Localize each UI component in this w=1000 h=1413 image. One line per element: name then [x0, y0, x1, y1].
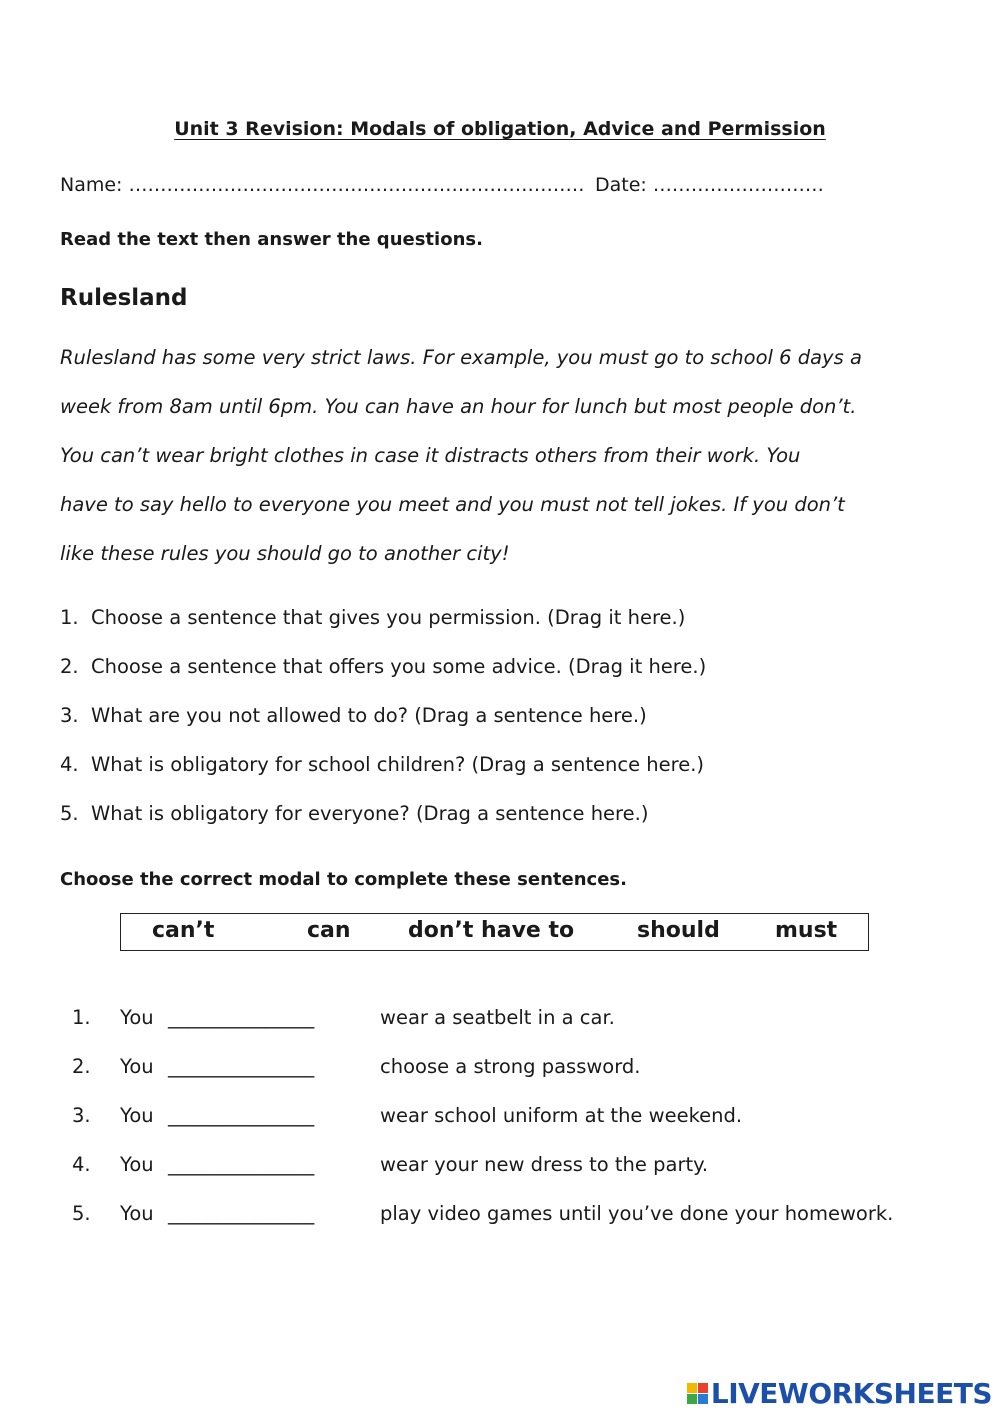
logo-square [698, 1383, 708, 1393]
question-text: Choose a sentence that gives you permission. (Drag it here.) [91, 606, 686, 629]
sentence-number: 1. [72, 1006, 91, 1029]
answer-blank[interactable]: _______________ [168, 1202, 315, 1225]
word-option[interactable]: don’t have to [408, 918, 575, 943]
word-bank [120, 913, 869, 951]
sentence-rest: choose a strong password. [380, 1055, 641, 1078]
question-item[interactable] [60, 792, 940, 841]
logo-square [698, 1394, 708, 1404]
reading-passage [60, 333, 950, 578]
question-number: 1. [60, 606, 79, 629]
sentence-rest: wear a seatbelt in a car. [380, 1006, 615, 1029]
modal-instruction: Choose the correct modal to complete these sentences. [60, 869, 627, 890]
sentence-item [72, 1045, 972, 1094]
word-option[interactable]: can’t [152, 918, 215, 943]
question-text: What is obligatory for everyone? (Drag a sentence here.) [91, 802, 649, 825]
logo-square [687, 1383, 697, 1393]
liveworksheets-logo[interactable] [687, 1377, 992, 1410]
question-number: 5. [60, 802, 79, 825]
passage-line: Rulesland has some very strict laws. For example, you must go to school 6 days a [60, 346, 862, 369]
passage-line: You can’t wear bright clothes in case it distracts others from their work. You [60, 444, 801, 467]
sentence-subject: You [120, 1202, 154, 1225]
sentence-item [72, 1143, 972, 1192]
word-option[interactable]: should [637, 918, 720, 943]
liveworksheets-icon [687, 1383, 708, 1404]
question-text: Choose a sentence that offers you some advice. (Drag it here.) [91, 655, 707, 678]
sentence-rest: wear your new dress to the party. [380, 1153, 709, 1176]
sentence-subject: You [120, 1153, 154, 1176]
sentence-item [72, 1094, 972, 1143]
logo-text: LIVEWORKSHEETS [710, 1377, 992, 1410]
passage-title: Rulesland [60, 285, 188, 311]
answer-blank[interactable]: _______________ [168, 1153, 315, 1176]
question-number: 4. [60, 753, 79, 776]
sentence-subject: You [120, 1104, 154, 1127]
sentence-subject: You [120, 1055, 154, 1078]
answer-blank[interactable]: _______________ [168, 1006, 315, 1029]
sentence-number: 4. [72, 1153, 91, 1176]
sentence-rest: wear school uniform at the weekend. [380, 1104, 743, 1127]
sentence-subject: You [120, 1006, 154, 1029]
worksheet-title: Unit 3 Revision: Modals of obligation, Advice and Permission [174, 118, 826, 140]
logo-square [687, 1394, 697, 1404]
question-item[interactable] [60, 645, 940, 694]
word-option[interactable]: can [307, 918, 351, 943]
sentence-rest: play video games until you’ve done your homework. [380, 1202, 894, 1225]
sentence-number: 2. [72, 1055, 91, 1078]
passage-line: have to say hello to everyone you meet and you must not tell jokes. If you don’t [60, 493, 845, 516]
question-list [60, 596, 940, 841]
date-field[interactable]: Date: ……………………… [595, 174, 824, 196]
sentence-item [72, 1192, 972, 1241]
question-number: 2. [60, 655, 79, 678]
passage-line: week from 8am until 6pm. You can have an hour for lunch but most people don’t. [60, 395, 857, 418]
name-field[interactable]: Name: ……………………………………………………………… [60, 174, 585, 196]
question-text: What are you not allowed to do? (Drag a sentence here.) [91, 704, 647, 727]
sentence-list [72, 996, 972, 1241]
question-item[interactable] [60, 694, 940, 743]
sentence-number: 3. [72, 1104, 91, 1127]
question-item[interactable] [60, 743, 940, 792]
passage-line: like these rules you should go to another city! [60, 542, 510, 565]
sentence-number: 5. [72, 1202, 91, 1225]
answer-blank[interactable]: _______________ [168, 1104, 315, 1127]
reading-instruction: Read the text then answer the questions. [60, 229, 483, 250]
question-item[interactable] [60, 596, 940, 645]
question-number: 3. [60, 704, 79, 727]
answer-blank[interactable]: _______________ [168, 1055, 315, 1078]
question-text: What is obligatory for school children? (Drag a sentence here.) [91, 753, 705, 776]
word-option[interactable]: must [775, 918, 838, 943]
sentence-item [72, 996, 972, 1045]
